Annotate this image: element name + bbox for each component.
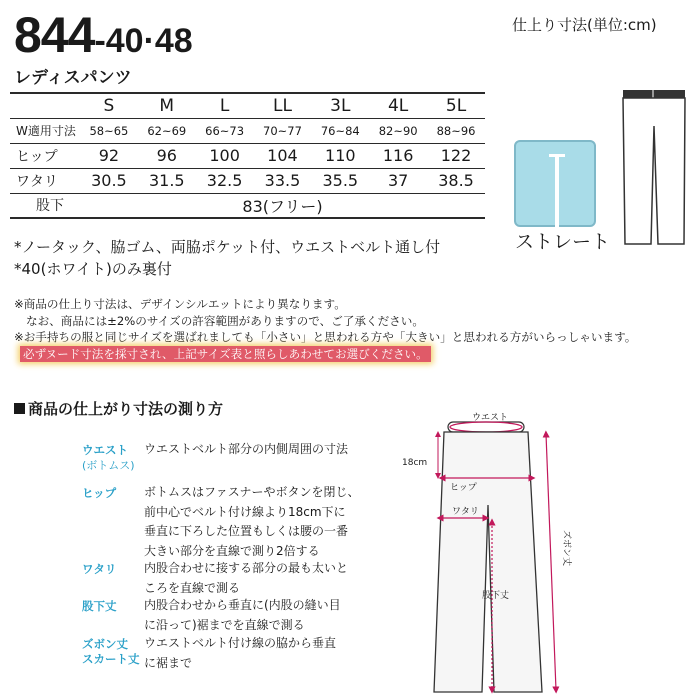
label-length: ズボン丈	[561, 530, 571, 567]
measure-term-sub: スカート丈	[82, 652, 140, 666]
measure-title: 商品の仕上がり寸法の測り方	[28, 400, 224, 418]
model-suffix: -40·48	[94, 22, 193, 60]
table-cell: 104	[254, 143, 312, 168]
label-hip: ヒップ	[450, 483, 477, 493]
units-label: 仕上り寸法(単位:cm)	[512, 16, 657, 34]
measure-desc-line: 前中心でベルト付け線より18cm下に	[144, 504, 346, 519]
table-cell: 82~90	[369, 118, 427, 143]
diagram-pants-outline	[434, 432, 542, 692]
table-cell: 122	[427, 143, 485, 168]
measure-desc-inseam	[144, 596, 341, 635]
measure-desc-thigh	[144, 559, 348, 598]
table-row-thigh	[10, 168, 485, 193]
straight-pants-illustration	[620, 86, 690, 248]
measure-term-inseam	[82, 599, 117, 614]
table-cell: 62~69	[138, 118, 196, 143]
fit-label: ストレート	[515, 231, 611, 253]
measure-desc-line: ころを直線で測る	[144, 580, 241, 595]
note-line: なお、商品には±2%のサイズの許容範囲がありますので、ご了承ください。	[26, 313, 424, 328]
measure-term-sub: (ボトムス)	[82, 459, 135, 472]
measure-desc-line: ウエストベルト部分の内側周囲の寸法	[144, 442, 349, 456]
measure-term-thigh	[82, 562, 116, 577]
measure-term: ウエスト	[82, 443, 128, 457]
size-header: L	[196, 93, 254, 118]
highlight-note: 必ずヌード寸法を採寸され、上記サイズ表と照らしあわせてお選びください。	[20, 346, 431, 363]
measure-desc-line: に沿って)裾までを直線で測る	[144, 617, 305, 632]
table-cell: 31.5	[138, 168, 196, 193]
measure-desc-line: 大きい部分を直線で測り2倍する	[144, 543, 320, 558]
fit-swatch-crease	[555, 157, 559, 229]
row-label: ヒップ	[10, 143, 80, 168]
label-inseam: 股下丈	[482, 591, 510, 601]
measure-term-length	[82, 637, 140, 667]
table-cell: 30.5	[80, 168, 138, 193]
row-label: ワタリ	[10, 168, 80, 193]
table-cell: 76~84	[311, 118, 369, 143]
table-row-waist	[10, 118, 485, 143]
table-cell: 116	[369, 143, 427, 168]
table-cell: 32.5	[196, 168, 254, 193]
table-row-hip	[10, 143, 485, 168]
measure-desc-line: ボトムスはファスナーやボタンを閉じ、	[144, 485, 360, 499]
table-cell: 88~96	[427, 118, 485, 143]
table-cell: 96	[138, 143, 196, 168]
size-header: M	[138, 93, 196, 118]
feature-notes	[14, 236, 440, 280]
measure-desc-line: 内股合わせから垂直に(内股の縫い目	[144, 598, 341, 612]
table-cell: 100	[196, 143, 254, 168]
size-header-row	[10, 93, 485, 118]
table-cell: 83(フリー)	[80, 193, 485, 218]
measure-desc-line: 垂直に下ろした位置もしくは腰の一番	[144, 524, 349, 538]
table-row-inseam	[10, 193, 485, 218]
measure-desc-line: ウエストベルト付け線の脇から垂直	[144, 636, 337, 650]
table-cell: 92	[80, 143, 138, 168]
measure-term: 股下丈	[82, 599, 117, 613]
section-bullet-icon	[14, 403, 25, 414]
measure-section-title	[14, 398, 223, 419]
measure-desc-length	[144, 634, 336, 673]
measure-term-hip	[82, 486, 116, 501]
label-18cm: 18cm	[402, 458, 428, 468]
size-header: 3L	[311, 93, 369, 118]
size-header: S	[80, 93, 138, 118]
table-cell: 35.5	[311, 168, 369, 193]
size-table	[10, 92, 485, 219]
measure-desc-hip	[144, 483, 360, 561]
measure-desc-line: に裾まで	[144, 655, 193, 670]
table-cell: 58~65	[80, 118, 138, 143]
pants-outline	[623, 98, 685, 244]
size-header: LL	[254, 93, 312, 118]
feature-line: *ノータック、脇ゴム、両脇ポケット付、ウエストベルト通し付	[14, 238, 441, 256]
disclaimer-notes	[14, 296, 636, 362]
measure-desc-line: 内股合わせに接する部分の最も太いと	[144, 561, 349, 575]
row-label: W適用寸法	[10, 118, 80, 143]
size-header: 5L	[427, 93, 485, 118]
note-line: ※商品の仕上り寸法は、デザインシルエットにより異なります。	[14, 297, 346, 311]
measure-term: ズボン丈	[82, 637, 128, 651]
pants-waistband	[623, 90, 685, 98]
model-main: 844	[14, 7, 95, 63]
table-cell: 110	[311, 143, 369, 168]
size-header-blank	[10, 93, 80, 118]
fit-swatch	[514, 140, 596, 227]
model-number	[14, 8, 193, 68]
table-cell: 66~73	[196, 118, 254, 143]
size-header: 4L	[369, 93, 427, 118]
table-cell: 38.5	[427, 168, 485, 193]
measure-term: ワタリ	[82, 562, 117, 576]
note-line: ※お手持ちの服と同じサイズを選ばれましても「小さい」と思われる方や「大きい」と思われる方がいらっしゃいます。	[14, 330, 637, 344]
length-measure-line	[546, 434, 556, 690]
table-cell: 70~77	[254, 118, 312, 143]
measure-term: ヒップ	[82, 486, 117, 500]
measure-desc-waist	[144, 440, 348, 460]
label-waist: ウエスト	[472, 413, 509, 423]
measure-term-waist	[82, 443, 135, 473]
table-cell: 37	[369, 168, 427, 193]
label-thigh: ワタリ	[452, 507, 479, 517]
measurement-diagram	[396, 410, 596, 700]
feature-line: *40(ホワイト)のみ裏付	[14, 260, 172, 278]
table-cell: 33.5	[254, 168, 312, 193]
row-label: 股下	[10, 193, 80, 218]
product-name: レディスパンツ	[14, 68, 132, 88]
